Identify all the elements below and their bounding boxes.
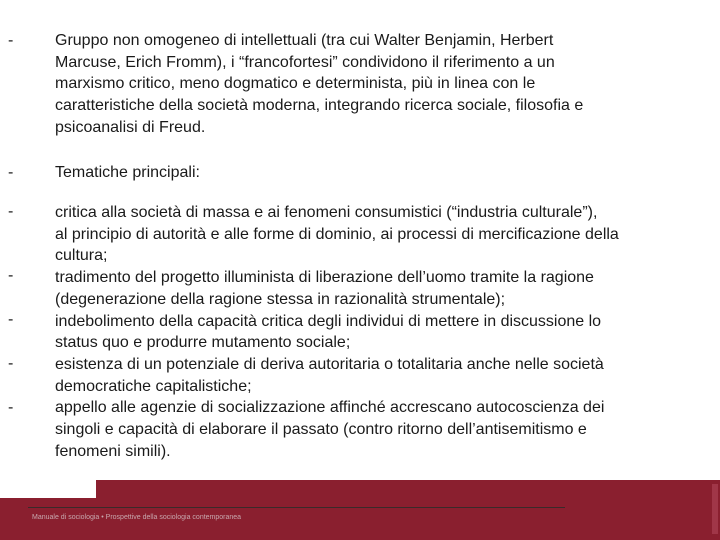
text-line: indebolimento della capacità critica degli individui di mettere in discussione lo <box>55 312 602 330</box>
text-line: fenomeni simili). <box>55 442 171 460</box>
text-line: psicoanalisi di Freud. <box>55 118 206 136</box>
text-line: status quo e produrre mutamento sociale; <box>55 334 351 352</box>
topic-item <box>55 202 700 267</box>
footer-band <box>0 480 720 540</box>
topic-item <box>55 354 700 397</box>
text-line: cultura; <box>55 247 108 265</box>
topic-marker: - <box>8 311 14 328</box>
bullet-text <box>55 30 700 139</box>
topic-marker: - <box>8 203 14 220</box>
bullet-marker: - <box>8 32 14 49</box>
text-line: singoli e capacità di elaborare il passato (contro ritorno dell’antisemitismo e <box>55 421 587 439</box>
footer-caption: Manuale di sociologia • Prospettive della sociologia contemporanea <box>32 514 242 521</box>
bullet-text <box>55 162 700 184</box>
topics-text <box>55 202 700 462</box>
text-line: caratteristiche della società moderna, integrando ricerca sociale, filosofia e <box>55 97 584 115</box>
text-line: marxismo critico, meno dogmatico e determinista, più in linea con le <box>55 75 536 93</box>
text-line: tradimento del progetto illuminista di liberazione dell’uomo tramite la ragione <box>55 269 594 287</box>
topic-marker: - <box>8 267 14 284</box>
topic-marker: - <box>8 399 14 416</box>
topic-item <box>55 311 700 354</box>
footer-divider <box>28 507 565 508</box>
bullet-marker: - <box>8 164 14 181</box>
text-line: Marcuse, Erich Fromm), i “francofortesi” condividono il riferimento a un <box>55 53 555 71</box>
text-line: critica alla società di massa e ai fenomeni consumistici (“industria culturale”), <box>55 204 598 221</box>
text-line: democratiche capitalistiche; <box>55 377 252 395</box>
topic-item <box>55 397 700 462</box>
text-line: esistenza di un potenziale di deriva autoritaria o totalitaria anche nelle società <box>55 355 604 373</box>
topic-marker: - <box>8 355 14 372</box>
text-line: Tematiche principali: <box>55 164 200 181</box>
text-line: (degenerazione della ragione stessa in razionalità strumentale); <box>55 290 506 308</box>
text-line: appello alle agenzie di socializzazione affinché accrescano autocoscienza dei <box>55 399 605 417</box>
footer-notch <box>0 480 96 498</box>
text-line: al principio di autorità e alle forme di dominio, ai processi di mercificazione della <box>55 225 619 243</box>
text-line: Gruppo non omogeneo di intellettuali (tra cui Walter Benjamin, Herbert <box>55 32 554 49</box>
footer-edge-mark <box>712 484 718 534</box>
topic-item <box>55 267 700 310</box>
